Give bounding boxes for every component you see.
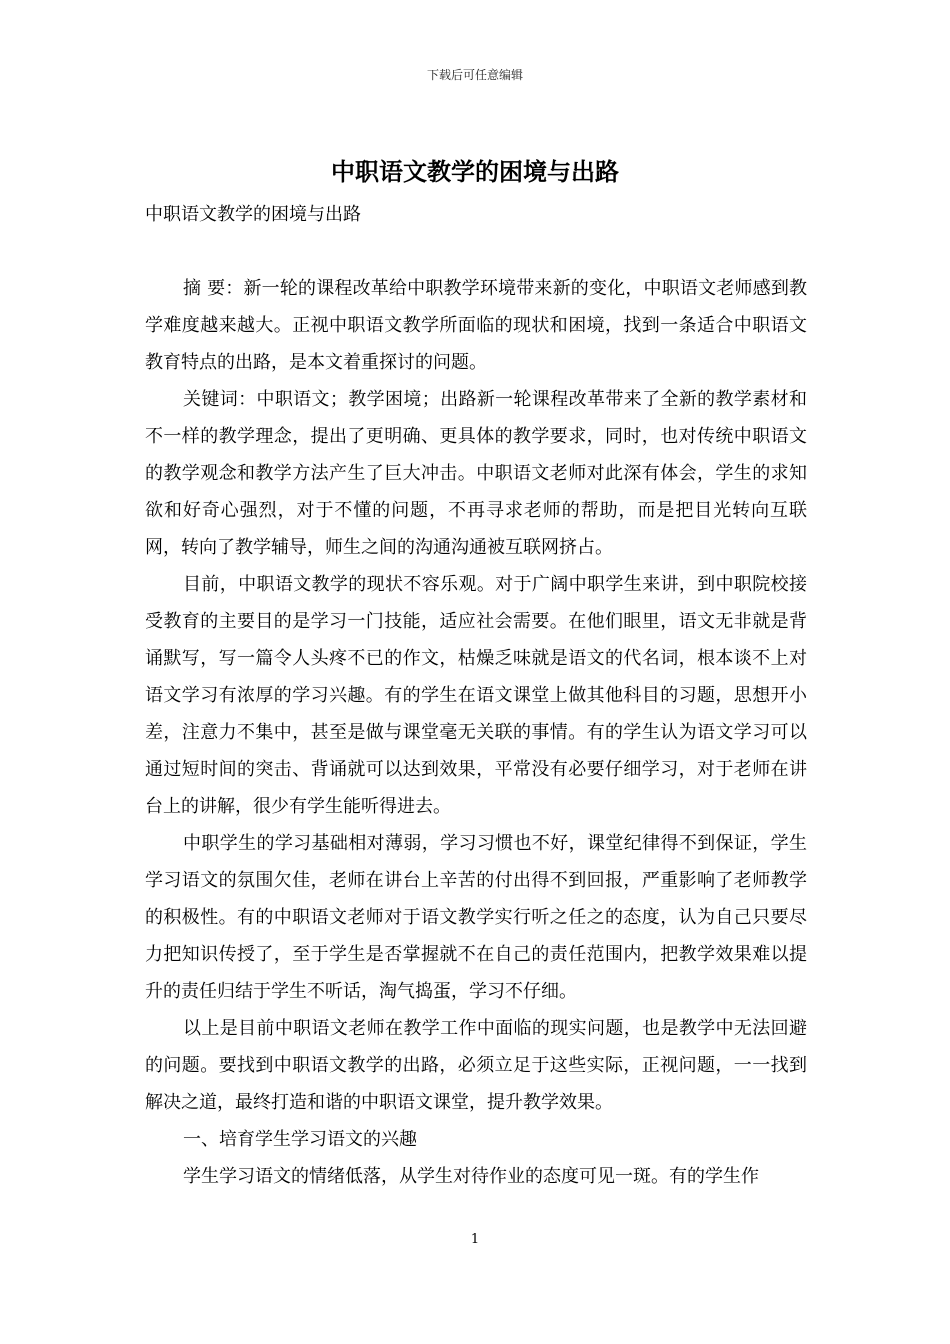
page-number: 1 (470, 1232, 480, 1247)
abstract-paragraph: 摘 要：新一轮的课程改革给中职教学环境带来新的变化，中职语文老师感到教学难度越来越大。正视中职语文教学所面临的现状和困境，找到一条适合中职语文教育特点的出路，是本文着重探讨的问题。 (145, 278, 807, 373)
section-heading: 一、培育学生学习语文的兴趣 (183, 1129, 417, 1150)
keywords-paragraph: 关键词：中职语文；教学困境；出路新一轮课程改革带来了全新的教学素材和不一样的教学理念，提出了更明确、更具体的教学要求，同时，也对传统中职语文的教学观念和教学方法产生了巨大冲击。中职语文老师对此深有体会，学生的求知欲和好奇心强烈，对于不懂的问题，不再寻求老师的帮助，而是把目光转向互联网，转向了教学辅导，师生之间的沟通沟通被互联网挤占。 (145, 389, 807, 558)
body-paragraph: 学生学习语文的情绪低落，从学生对待作业的态度可见一斑。有的学生作 (183, 1166, 759, 1187)
body-paragraph: 目前，中职语文教学的现状不容乐观。对于广阔中职学生来讲，到中职院校接受教育的主要目的是学习一门技能，适应社会需要。在他们眼里，语文无非就是背诵默写，写一篇令人头疼不已的作文，枯燥乏味就是语文的代名词，根本谈不上对语文学习有浓厚的学习兴趣。有的学生在语文课堂上做其他科目的习题，思想开小差，注意力不集中，甚至是做与课堂毫无关联的事情。有的学生认为语文学习可以通过短时间的突击、背诵就可以达到效果，平常没有必要仔细学习，对于老师在讲台上的讲解，很少有学生能听得进去。 (145, 574, 807, 817)
header-note: 下载后可任意编辑 (426, 68, 523, 82)
document-subtitle: 中职语文教学的困境与出路 (145, 204, 361, 225)
body-paragraph: 以上是目前中职语文老师在教学工作中面临的现实问题，也是教学中无法回避的问题。要找到中职语文教学的出路，必须立足于这些实际，正视问题，一一找到解决之道，最终打造和谐的中职语文课堂，提升教学效果。 (145, 1018, 807, 1113)
body-paragraph: 中职学生的学习基础相对薄弱，学习习惯也不好，课堂纪律得不到保证，学生学习语文的氛围欠佳，老师在讲台上辛苦的付出得不到回报，严重影响了老师教学的积极性。有的中职语文老师对于语文教学实行听之任之的态度，认为自己只要尽力把知识传授了，至于学生是否掌握就不在自己的责任范围内，把教学效果难以提升的责任归结于学生不听话，淘气捣蛋，学习不仔细。 (145, 833, 807, 1002)
document-title: 中职语文教学的困境与出路 (331, 157, 619, 186)
document-body (145, 270, 807, 1195)
